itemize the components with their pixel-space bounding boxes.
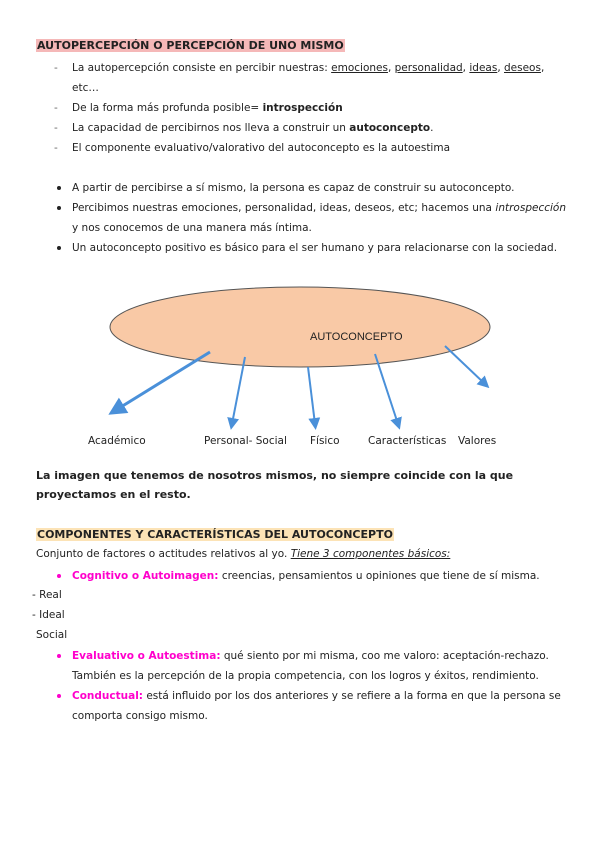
section-2-heading: COMPONENTES Y CARACTERÍSTICAS DEL AUTOCONCEPTO [37, 528, 393, 541]
item-text: La autopercepción consiste en percibir nuestras: [72, 62, 332, 74]
arrow-personal-social [232, 357, 245, 424]
arrow-academico [116, 352, 210, 410]
list-item [36, 58, 566, 98]
component-label: Cognitivo o Autoimagen: [72, 570, 219, 582]
item-continuation: etc… [72, 82, 99, 94]
arrow-caracteristicas [375, 354, 398, 424]
separator: , [462, 62, 470, 74]
separator: , [387, 62, 395, 74]
sub-social: Social [36, 629, 68, 641]
list-item [36, 118, 566, 138]
item-text: El componente evaluativo/valorativo del autoconcepto es la autoestima [72, 142, 451, 154]
underlined-word: ideas [469, 62, 498, 74]
branch-academico: Académico [88, 435, 146, 447]
bold-term: autoconcepto [349, 122, 431, 134]
underlined-word: emociones [331, 62, 388, 74]
intro-text: Conjunto de factores o actitudes relativos al yo. [36, 548, 291, 560]
arrow-fisico [308, 367, 315, 424]
branch-valores: Valores [458, 435, 497, 447]
center-ellipse [110, 287, 490, 367]
component-list-2 [36, 646, 576, 726]
component-label: Conductual: [72, 690, 143, 702]
list-item [36, 646, 576, 686]
component-list-1 [36, 566, 576, 586]
intro-line [36, 548, 450, 560]
section-1-heading: AUTOPERCEPCIÓN O PERCEPCIÓN DE UNO MISMO [37, 39, 344, 52]
definition-list [36, 58, 566, 158]
component-text: qué siento por mi misma, coo me valoro: aceptación-rechazo. También es la percepción de la propia competencia, con los logros y éxitos, rendimiento. [72, 650, 549, 682]
branch-caracteristicas: Características [368, 435, 447, 447]
separator: , [497, 62, 504, 74]
item-text: Un autoconcepto positivo es básico para el ser humano y para relacionarse con la sociedad. [72, 242, 558, 254]
bold-term: introspección [262, 102, 343, 114]
key-statement: La imagen que tenemos de nosotros mismos, no siempre coincide con la que proyectamos en el resto. [36, 469, 514, 501]
item-text: Percibimos nuestras emociones, personalidad, ideas, deseos, etc; hacemos una [72, 202, 496, 214]
item-text: La capacidad de percibirnos nos lleva a construir un [72, 122, 350, 134]
bullet-list [36, 178, 566, 258]
branch-personal-social: Personal- Social [204, 435, 287, 447]
list-item [36, 98, 566, 118]
item-text: De la forma más profunda posible= [72, 102, 263, 114]
list-item [36, 566, 576, 586]
component-text: creencias, pensamientos u opiniones que tiene de sí misma. [218, 570, 540, 582]
underlined-word: personalidad [394, 62, 463, 74]
item-end: y nos conocemos de una manera más íntima. [72, 222, 312, 234]
underlined-word: deseos [504, 62, 541, 74]
list-item [36, 178, 566, 198]
item-end: . [430, 122, 434, 134]
autoconcepto-diagram [80, 282, 520, 432]
intro-underlined: Tiene 3 componentes básicos: [290, 548, 451, 560]
list-item [36, 198, 566, 238]
separator: , [540, 62, 545, 74]
center-label: AUTOCONCEPTO [310, 331, 403, 343]
component-label: Evaluativo o Autoestima: [72, 650, 221, 662]
arrow-valores [445, 346, 485, 384]
item-text: A partir de percibirse a sí mismo, la persona es capaz de construir su autoconcepto. [72, 182, 515, 194]
branch-fisico: Físico [310, 435, 340, 447]
list-item [36, 138, 566, 158]
sub-ideal: - Ideal [32, 609, 65, 621]
component-text: está influido por los dos anteriores y se refiere a la forma en que la persona se comporta consigo mismo. [72, 690, 561, 722]
italic-term: introspección [495, 202, 566, 214]
list-item [36, 238, 566, 258]
list-item [36, 686, 576, 726]
sub-real: - Real [32, 589, 62, 601]
